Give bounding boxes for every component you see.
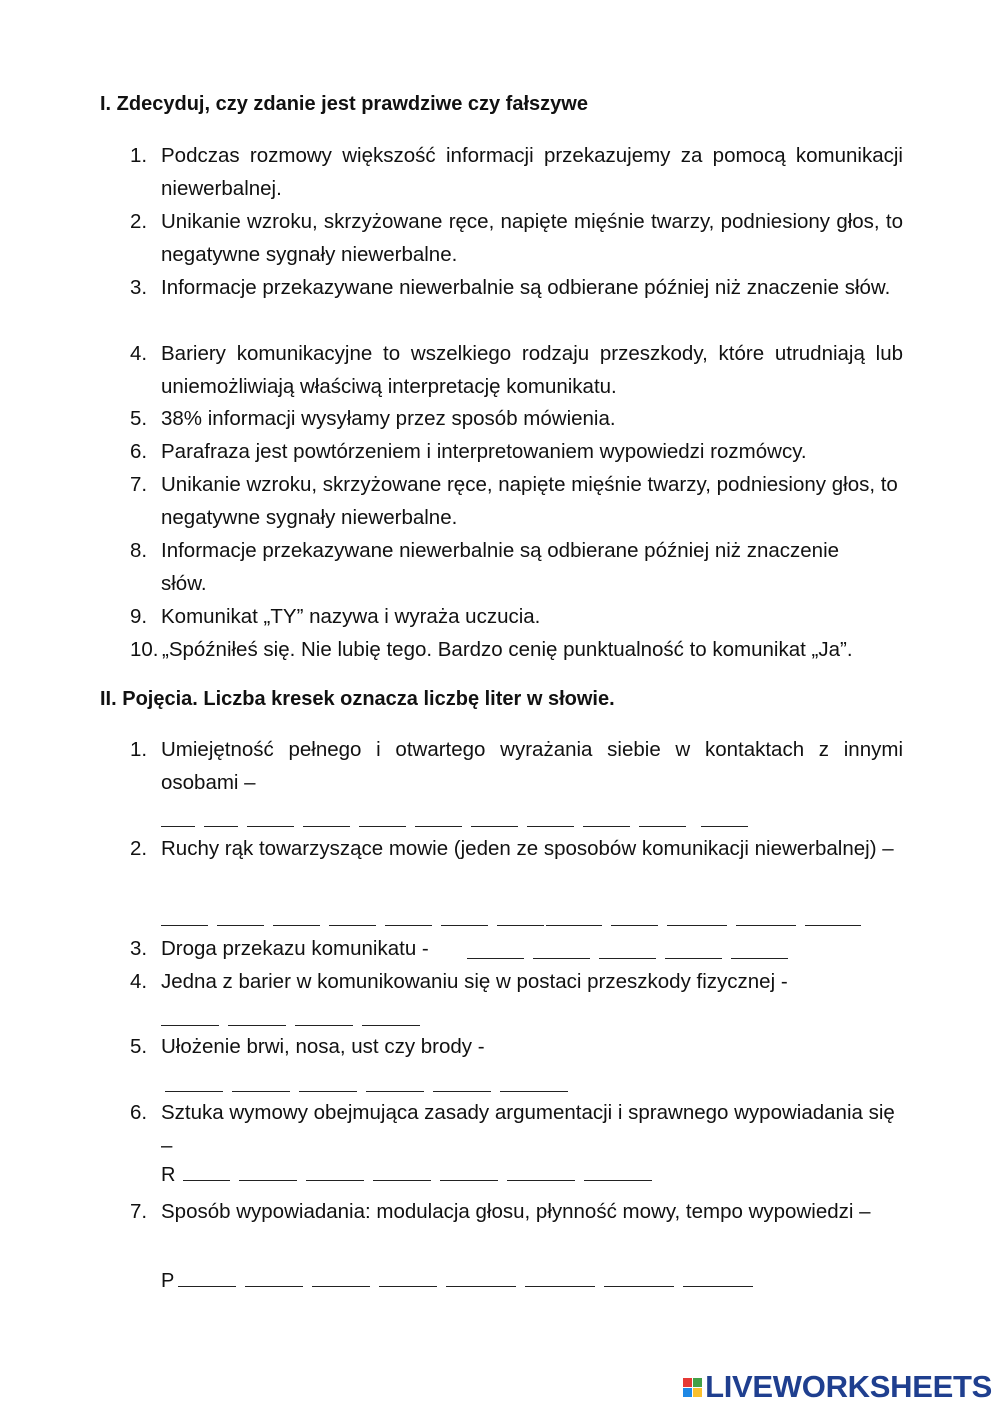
statement-text: Unikanie wzroku, skrzyżowane ręce, napięte mięśnie twarzy, podniesiony głos, to negatywne sygnały niewerbalne. [161, 473, 898, 529]
letter-blank[interactable] [731, 940, 788, 959]
letter-blank[interactable] [247, 808, 294, 827]
letter-blank[interactable] [446, 1268, 516, 1287]
statement-number: 6. [130, 440, 148, 463]
letter-blank[interactable] [228, 1007, 286, 1026]
letter-blank[interactable] [639, 808, 686, 827]
statement-number: 9. [130, 605, 148, 628]
letter-blank[interactable] [204, 808, 238, 827]
logo-mark-icon [683, 1378, 702, 1397]
liveworksheets-logo[interactable] [683, 1369, 992, 1405]
letter-blank[interactable] [415, 808, 462, 827]
statement-text: 38% informacji wysyłamy przez sposób mówienia. [161, 407, 616, 430]
concept-text: Sposób wypowiadania: modulacja głosu, płynność mowy, tempo wypowiedzi – [161, 1200, 871, 1223]
letter-blank[interactable] [245, 1268, 303, 1287]
logo-square-green [693, 1378, 702, 1387]
letter-blank[interactable] [604, 1268, 674, 1287]
letter-blank[interactable] [665, 940, 722, 959]
letter-blank[interactable] [239, 1162, 297, 1181]
letter-blank[interactable] [183, 1162, 230, 1181]
letter-blank[interactable] [366, 1073, 424, 1092]
letter-blank[interactable] [178, 1268, 236, 1287]
first-letter-hint: P [161, 1270, 175, 1292]
letter-blank[interactable] [161, 808, 195, 827]
letter-blank[interactable] [500, 1073, 568, 1092]
letter-blank[interactable] [379, 1268, 437, 1287]
answer-blanks-7[interactable] [161, 1268, 762, 1293]
letter-blank[interactable] [525, 1268, 595, 1287]
statement-text: Podczas rozmowy większość informacji przekazujemy za pomocą komunikacji niewerbalnej. [161, 144, 903, 200]
statement-text: „Spóźniłeś się. Nie lubię tego. Bardzo cenię punktualność to komunikat „Ja”. [162, 638, 853, 661]
letter-blank[interactable] [299, 1073, 357, 1092]
statement-number: 7. [130, 473, 148, 496]
letter-blank[interactable] [306, 1162, 364, 1181]
letter-blank[interactable] [805, 907, 861, 926]
answer-blanks-3[interactable] [467, 940, 797, 965]
letter-blank[interactable] [217, 907, 264, 926]
statement-number: 5. [130, 407, 148, 430]
concept-text: Ruchy rąk towarzyszące mowie (jeden ze sposobów komunikacji niewerbalnej) – [161, 837, 894, 860]
answer-blanks-4[interactable] [161, 1007, 429, 1032]
letter-blank[interactable] [303, 808, 350, 827]
concept-number: 6. [130, 1101, 148, 1124]
letter-blank[interactable] [329, 907, 376, 926]
letter-blank[interactable] [273, 907, 320, 926]
letter-blank[interactable] [584, 1162, 652, 1181]
concept-number: 2. [130, 837, 148, 860]
letter-blank[interactable] [165, 1073, 223, 1092]
answer-blanks-5[interactable] [165, 1073, 577, 1098]
letter-blank[interactable] [373, 1162, 431, 1181]
statement-text: Unikanie wzroku, skrzyżowane ręce, napięte mięśnie twarzy, podniesiony głos, to negatywne sygnały niewerbalne. [161, 210, 903, 266]
letter-blank[interactable] [295, 1007, 353, 1026]
letter-blank[interactable] [471, 808, 518, 827]
statement-text: Bariery komunikacyjne to wszelkiego rodzaju przeszkody, które utrudniają lub uniemożliwiają właściwą interpretację komunikatu. [161, 342, 903, 398]
statement-number: 10. [130, 638, 159, 661]
concept-number: 3. [130, 937, 148, 960]
answer-blanks-6[interactable] [161, 1162, 661, 1187]
section-2-title: II. Pojęcia. Liczba kresek oznacza liczbę liter w słowie. [100, 688, 615, 710]
logo-text: LIVEWORKSHEETS [705, 1369, 992, 1404]
letter-blank[interactable] [312, 1268, 370, 1287]
letter-blank[interactable] [161, 1007, 219, 1026]
logo-square-red [683, 1378, 692, 1387]
letter-blank[interactable] [667, 907, 727, 926]
statement-number: 1. [130, 144, 148, 167]
letter-blank[interactable] [507, 1162, 575, 1181]
letter-blank[interactable] [533, 940, 590, 959]
statement-number: 8. [130, 539, 148, 562]
concept-number: 4. [130, 970, 148, 993]
letter-blank[interactable] [683, 1268, 753, 1287]
statement-number: 2. [130, 210, 148, 233]
letter-blank[interactable] [527, 808, 574, 827]
logo-square-blue [683, 1388, 692, 1397]
answer-blanks-1[interactable] [161, 808, 757, 833]
letter-blank[interactable] [546, 907, 602, 926]
section-1-title: I. Zdecyduj, czy zdanie jest prawdziwe czy fałszywe [100, 93, 588, 115]
concept-number: 5. [130, 1035, 148, 1058]
concept-text: Sztuka wymowy obejmująca zasady argumentacji i sprawnego wypowiadania się – [161, 1101, 895, 1157]
letter-blank[interactable] [433, 1073, 491, 1092]
statement-text: Informacje przekazywane niewerbalnie są odbierane później niż znaczenie słów. [161, 539, 840, 595]
statement-number: 4. [130, 342, 148, 365]
letter-blank[interactable] [362, 1007, 420, 1026]
letter-blank[interactable] [583, 808, 630, 827]
letter-blank[interactable] [385, 907, 432, 926]
concept-text: Ułożenie brwi, nosa, ust czy brody - [161, 1035, 485, 1058]
concept-number: 7. [130, 1200, 148, 1223]
statement-text: Komunikat „TY” nazywa i wyraża uczucia. [161, 605, 541, 628]
statement-text: Informacje przekazywane niewerbalnie są odbierane później niż znaczenie słów. [161, 276, 891, 299]
answer-blanks-2[interactable] [161, 907, 870, 932]
letter-blank[interactable] [611, 907, 658, 926]
concept-text: Jedna z barier w komunikowaniu się w postaci przeszkody fizycznej - [161, 970, 788, 993]
statement-number: 3. [130, 276, 148, 299]
concept-text: Umiejętność pełnego i otwartego wyrażania siebie w kontaktach z innymi osobami – [161, 738, 903, 794]
concept-text: Droga przekazu komunikatu - [161, 937, 429, 960]
first-letter-hint: R [161, 1164, 176, 1186]
statement-text: Parafraza jest powtórzeniem i interpretowaniem wypowiedzi rozmówcy. [161, 440, 807, 463]
letter-blank[interactable] [599, 940, 656, 959]
letter-blank[interactable] [497, 907, 544, 926]
letter-blank[interactable] [359, 808, 406, 827]
letter-blank[interactable] [440, 1162, 498, 1181]
concept-number: 1. [130, 738, 148, 761]
letter-blank[interactable] [441, 907, 488, 926]
logo-square-yellow [693, 1388, 702, 1397]
letter-blank[interactable] [467, 940, 524, 959]
letter-blank[interactable] [701, 808, 748, 827]
letter-blank[interactable] [232, 1073, 290, 1092]
letter-blank[interactable] [736, 907, 796, 926]
letter-blank[interactable] [161, 907, 208, 926]
